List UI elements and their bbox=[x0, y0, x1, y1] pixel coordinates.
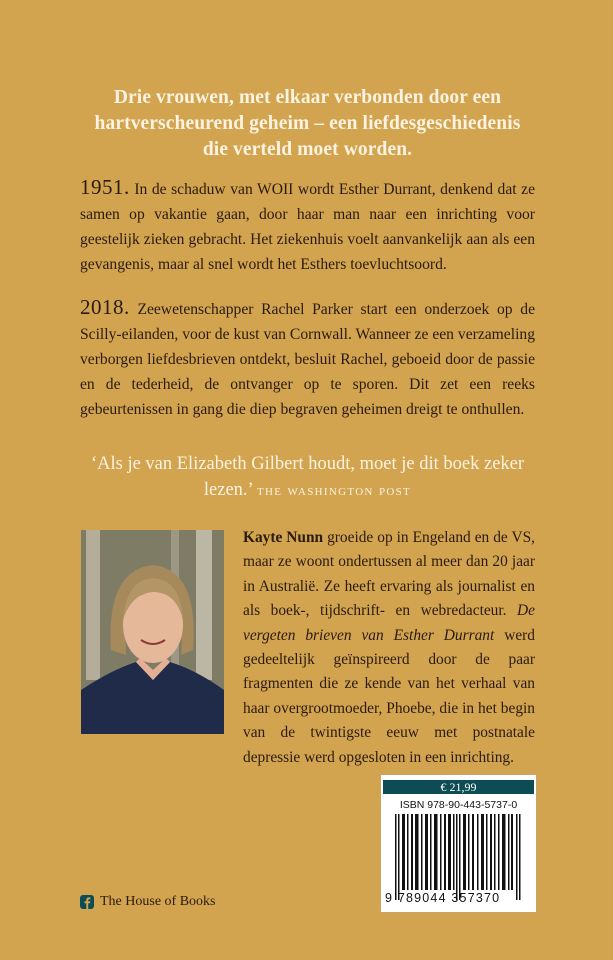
synopsis-paragraph-2018 bbox=[80, 295, 535, 422]
quote-text: ‘Als je van Elizabeth Gilbert houdt, moet je dit boek zeker lezen.’ bbox=[90, 454, 525, 500]
year-label: 2018. bbox=[80, 295, 130, 319]
tagline: Drie vrouwen, met elkaar verbonden door een hartverscheurend geheim – een liefdesgeschiedenis die verteld moet worden. bbox=[94, 87, 521, 160]
quote-source: the washington post bbox=[256, 482, 412, 499]
author-bio bbox=[243, 526, 535, 770]
author-name: Kayte Nunn bbox=[243, 529, 324, 546]
author-bio-text-1: groeide op in Engeland en de VS, maar ze woont ondertussen al meer dan 20 jaar in Australië. Ze heeft ervaring als journalist en als boek-, tijdschrift- en webredacteur. bbox=[243, 529, 535, 620]
year-label: 1951. bbox=[80, 175, 130, 199]
review-quote bbox=[80, 451, 535, 504]
synopsis-paragraph-1951 bbox=[80, 175, 535, 277]
author-portrait-illustration bbox=[81, 530, 224, 734]
publisher-name: The House of Books bbox=[100, 893, 216, 909]
author-photo bbox=[81, 530, 224, 734]
publisher bbox=[80, 894, 216, 909]
facebook-icon[interactable] bbox=[80, 895, 94, 909]
barcode-box bbox=[381, 775, 536, 912]
facebook-glyph bbox=[80, 895, 94, 909]
paragraph-text: In de schaduw van WOII wordt Esther Durrant, denkend dat ze samen op vakantie gaan, door haar man naar een inrichting voor geestelijk zieken gebracht. Het ziekenhuis voelt aanvankelijk aan als een gevangenis, maar al snel wordt het Esthers toevluchtsoord. bbox=[80, 181, 536, 273]
author-bio-text-2: werd gedeeltelijk geïnspireerd door de paar fragmenten die ze kende van het verhaal van haar overgrootmoeder, Phoebe, die in het begin van de twintigste eeuw met postnatale depressie werd opgesloten in een inrichting. bbox=[243, 626, 535, 766]
book-title: De vergeten brieven van Esther Durrant bbox=[243, 602, 535, 644]
barcode-digits: 9 789044 357370 bbox=[385, 891, 501, 905]
paragraph-text: Zeewetenschapper Rachel Parker start een onderzoek op de Scilly-eilanden, voor de kust van Cornwall. Wanneer ze een verzameling verborgen liefdesbrieven ontdekt, besluit Rachel, geboeid door de passie en de tederheid, de ontvanger op te sporen. Dit zet een reeks gebeurtenissen in gang die diep begraven geheimen dreigt te onthullen. bbox=[80, 301, 535, 418]
isbn-label: ISBN 978-90-443-5737-0 bbox=[399, 799, 518, 811]
barcode-icon bbox=[395, 814, 523, 900]
price-label: € 21,99 bbox=[383, 780, 534, 794]
